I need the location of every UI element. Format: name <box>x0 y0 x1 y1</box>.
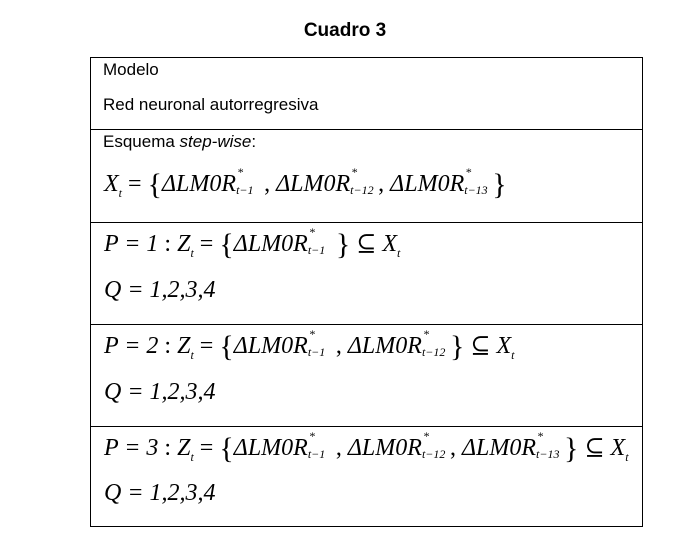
term-sub: t−1 <box>307 447 326 461</box>
term-script <box>307 327 336 359</box>
left-brace: { <box>219 330 234 363</box>
q-value: Q = 1,2,3,4 <box>104 277 216 303</box>
term-sup: * <box>308 429 315 443</box>
term-sup: * <box>351 165 358 179</box>
term-script <box>236 165 264 197</box>
x-sub: t <box>625 450 629 464</box>
right-brace: } <box>492 168 507 201</box>
right-brace: } <box>449 330 465 363</box>
z-sub: t <box>190 246 194 260</box>
model-table <box>90 57 643 527</box>
term-script <box>307 225 336 257</box>
model-row <box>91 58 642 130</box>
term-sup: * <box>308 225 315 239</box>
term-var: ΔLM0R <box>276 171 351 197</box>
term-script <box>536 429 564 461</box>
x-var: X <box>382 231 398 257</box>
term-script <box>350 165 378 197</box>
case-formula-2: P = 2 : $Z_t = \{\Delta LM0R$ * t−1 , ΔLM0R * t−12 } ⊆ $X_t$ <box>104 327 515 363</box>
formula-lhs-sub: t <box>118 186 123 200</box>
right-brace: } <box>335 228 351 261</box>
term-sup: * <box>422 327 429 341</box>
term-sub: t−12 <box>350 183 374 197</box>
x-var: X <box>610 435 626 461</box>
term-var: ΔLM0R <box>233 333 308 359</box>
term-script <box>421 327 450 359</box>
z-var: Z <box>177 231 191 257</box>
table-title: Cuadro 3 <box>303 20 387 41</box>
stepwise-label <box>103 132 256 152</box>
term-sup: * <box>465 165 472 179</box>
stepwise-label-prefix: Esquema <box>103 132 180 151</box>
model-label: Modelo <box>103 60 159 79</box>
case-q-3 <box>104 480 216 507</box>
z-sub: t <box>190 450 194 464</box>
term-sub: t−12 <box>421 345 446 359</box>
x-sub: t <box>511 348 515 362</box>
term-script <box>421 429 450 461</box>
left-brace: { <box>219 432 234 465</box>
term-sub: t−13 <box>536 447 560 461</box>
term-sub: t−1 <box>307 345 326 359</box>
right-brace: } <box>564 432 579 465</box>
case-formula-3: P = 3 : $Z_t = \{\Delta LM0R$ * t−1 , ΔLM0R * t−12 , ΔLM0R * t−13 } ⊆ $X_t$ <box>104 429 629 465</box>
term-var: ΔLM0R <box>347 435 422 461</box>
case-formula-1: P = 1 : $Z_t = \{\Delta LM0R$ * t−1 } ⊆ $X_t$ <box>104 225 401 261</box>
term-var: ΔLM0R <box>390 171 465 197</box>
term-sup: * <box>422 429 429 443</box>
case-row-1 <box>91 222 642 325</box>
x-sub: t <box>397 246 401 260</box>
z-sub: t <box>190 348 194 362</box>
q-value: Q = 1,2,3,4 <box>104 480 216 506</box>
case-row-2 <box>91 324 642 427</box>
term-script <box>464 165 492 197</box>
term-script <box>307 429 336 461</box>
x-set-formula: $X_t = \{\Delta LM0R$ * t−1 , ΔLM0R * t−12 , ΔLM0R * t−13 } <box>104 165 507 201</box>
term-var: ΔLM0R <box>461 435 537 461</box>
term-sup: * <box>237 165 244 179</box>
z-var: Z <box>177 435 191 461</box>
stepwise-label-emphasis: step-wise <box>179 132 252 151</box>
case-q-1 <box>104 277 216 304</box>
stepwise-row <box>91 129 642 223</box>
term-sup: * <box>537 429 544 443</box>
formula-terms: ΔLM0R * t−1 , ΔLM0R * t−12 , ΔLM0R * t−13 <box>162 171 492 197</box>
q-value: Q = 1,2,3,4 <box>104 379 216 405</box>
term-var: ΔLM0R <box>347 333 422 359</box>
model-value: Red neuronal autorregresiva <box>103 95 319 114</box>
p-value: P = 1 <box>104 231 159 257</box>
case-row-3 <box>91 426 642 526</box>
x-var: X <box>496 333 512 359</box>
term-var: ΔLM0R <box>233 435 308 461</box>
term-sup: * <box>308 327 315 341</box>
left-brace: { <box>219 228 234 261</box>
z-var: Z <box>177 333 191 359</box>
term-sub: t−1 <box>307 243 326 257</box>
term-var: ΔLM0R <box>161 171 237 197</box>
left-brace: { <box>147 168 162 201</box>
term-sub: t−1 <box>236 183 254 197</box>
stepwise-label-suffix: : <box>251 132 257 151</box>
term-var: ΔLM0R <box>233 231 308 257</box>
case-q-2 <box>104 379 216 406</box>
p-value: P = 2 <box>104 333 159 359</box>
formula-lhs: X <box>104 171 119 197</box>
term-sub: t−13 <box>464 183 488 197</box>
p-value: P = 3 <box>104 435 159 461</box>
term-sub: t−12 <box>421 447 446 461</box>
